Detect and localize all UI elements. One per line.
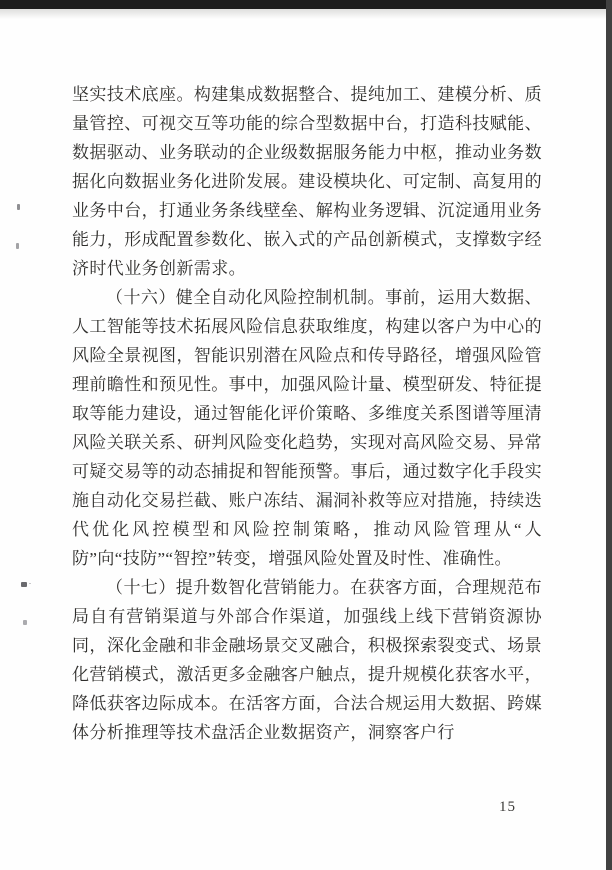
- paragraph-item-17: （十七）提升数智化营销能力。在获客方面，合理规范布局自有营销渠道与外部合作渠道，加强线上线下营销资源协同，深化金融和非金融场景交叉融合，积极探索裂变式、场景化营销模式，激活更多金融客户触点，提升规模化获客水平，降低获客边际成本。在活客方面，合法合规运用大数据、跨媒体分析推理等技术盘活企业数据资产，洞察客户行: [72, 578, 542, 742]
- scan-artifact-speck: [16, 243, 19, 249]
- scan-artifact-speck: [21, 582, 27, 587]
- paragraph-item-16: （十六）健全自动化风险控制机制。事前，运用大数据、人工智能等技术拓展风险信息获取维度，构建以客户为中心的风险全景视图，智能识别潜在风险点和传导路径，增强风险管理前瞻性和预见性。事中，加强风险计量、模型研发、特征提取等能力建设，通过智能化评价策略、多维度关系图谱等厘清风险关联关系、研判风险变化趋势，实现对高风险交易、异常可疑交易等的动态捕捉和智能预警。事后，通过数字化手段实施自动化交易拦截、账户冻结、漏洞补救等应对措施，持续迭代优化风控模型和风险控制策略，推动风险管理从“人防”向“技防”“智控”转变，增强风险处置及时性、准确性。: [72, 288, 542, 568]
- page-number: 15: [499, 799, 516, 815]
- scan-edge-top: [0, 0, 612, 9]
- document-body-text: [72, 80, 542, 747]
- scan-artifact-speck: [23, 620, 27, 625]
- scan-edge-top-shadow: [0, 9, 612, 19]
- paragraph-continuation: 坚实技术底座。构建集成数据整合、提纯加工、建模分析、质量管控、可视交互等功能的综合型数据中台，打造科技赋能、数据驱动、业务联动的企业级数据服务能力中枢，推动业务数据化向数据业务化进阶发展。建设模块化、可定制、高复用的业务中台，打通业务条线壁垒、解构业务逻辑、沉淀通用业务能力，形成配置参数化、嵌入式的产品创新模式，支撑数字经济时代业务创新需求。: [72, 85, 542, 278]
- scan-artifact-speck: [17, 204, 20, 210]
- scan-edge-right: [606, 0, 612, 870]
